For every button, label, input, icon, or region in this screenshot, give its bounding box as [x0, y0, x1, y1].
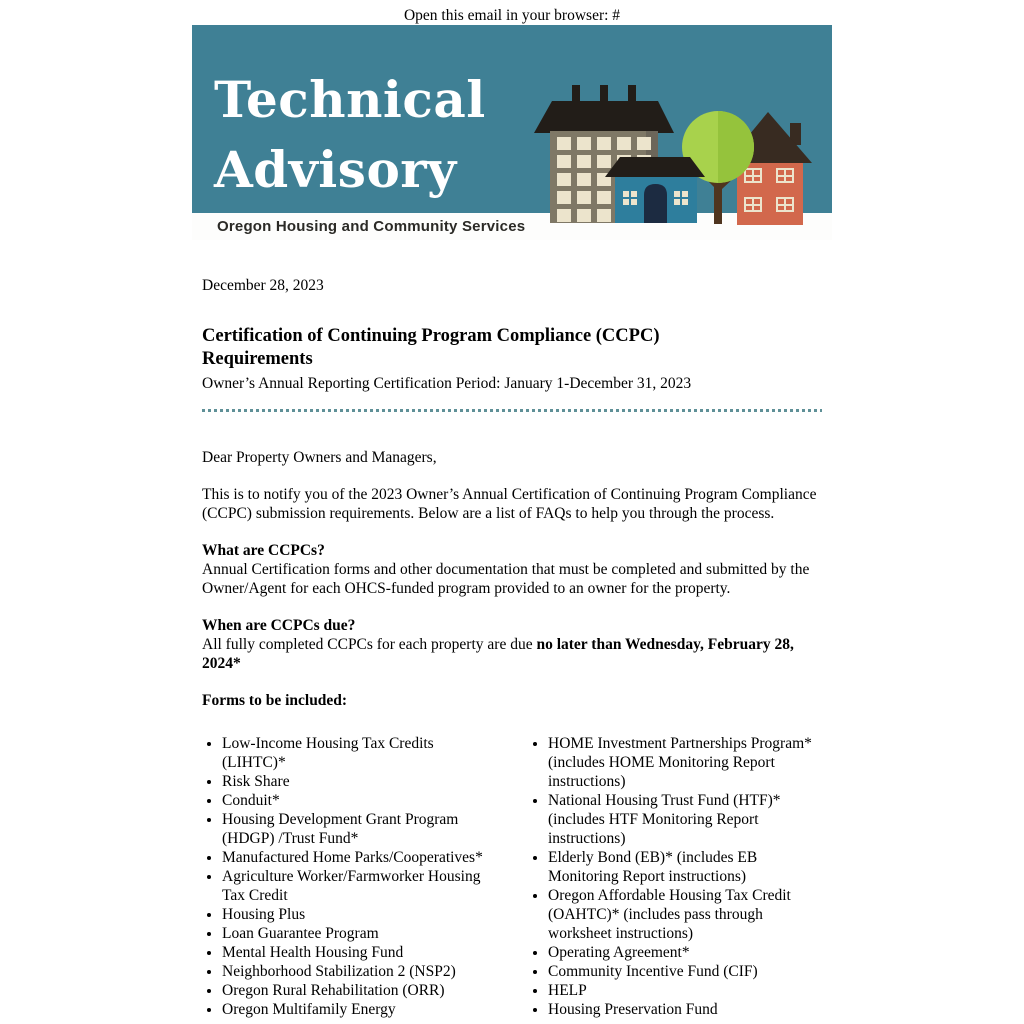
- houses-illustration: [532, 25, 832, 240]
- faq2-question: When are CCPCs due?: [202, 617, 356, 634]
- list-item: • Oregon Multifamily Energy: [222, 1000, 495, 1019]
- list-item: • Agriculture Worker/Farmworker Housing Tax Credit: [222, 867, 495, 905]
- list-item: • National Housing Trust Fund (HTF)* (includes HTF Monitoring Report instructions): [548, 791, 822, 848]
- list-item: • HOME Investment Partnerships Program* (includes HOME Monitoring Report instructions): [548, 734, 822, 791]
- forms-list-left: [202, 734, 495, 1019]
- list-item: • Loan Guarantee Program: [222, 924, 495, 943]
- banner-title-line2: Advisory: [214, 140, 457, 199]
- faq-what-are-ccpcs: [202, 541, 822, 598]
- forms-lists: [202, 734, 822, 1019]
- list-item: • Conduit*: [222, 791, 495, 810]
- banner-title: [214, 65, 486, 205]
- list-item: • Housing Plus: [222, 905, 495, 924]
- list-item: • HELP: [548, 981, 822, 1000]
- list-item: • Risk Share: [222, 772, 495, 791]
- intro-paragraph: This is to notify you of the 2023 Owner’s Annual Certification of Continuing Program Compliance (CCPC) submission requirements. Below are a list of FAQs to help you through the process.: [202, 486, 817, 522]
- list-item: • Operating Agreement*: [548, 943, 822, 962]
- email-subheading: Owner’s Annual Reporting Certification Period: January 1-December 31, 2023: [202, 375, 692, 392]
- email-date: December 28, 2023: [202, 277, 324, 294]
- salutation: Dear Property Owners and Managers,: [202, 449, 437, 466]
- banner-title-line1: Technical: [214, 70, 486, 129]
- email-body: [192, 276, 832, 1019]
- faq-when-are-ccpcs-due: [202, 616, 822, 673]
- forms-list-right: [528, 734, 822, 1019]
- list-item: • Community Incentive Fund (CIF): [548, 962, 822, 981]
- org-name: Oregon Housing and Community Services: [217, 218, 526, 235]
- list-item: • Housing Preservation Fund: [548, 1000, 822, 1019]
- list-item: • Elderly Bond (EB)* (includes EB Monitoring Report instructions): [548, 848, 822, 886]
- faq1-answer: Annual Certification forms and other documentation that must be completed and submitted by the Owner/Agent for each OHCS-funded program provided to an owner for the property.: [202, 561, 810, 597]
- list-item: • Manufactured Home Parks/Cooperatives*: [222, 848, 495, 867]
- list-item: • Housing Development Grant Program (HDGP) /Trust Fund*: [222, 810, 495, 848]
- list-item: • Low-Income Housing Tax Credits (LIHTC)*: [222, 734, 495, 772]
- open-in-browser-link[interactable]: Open this email in your browser: #: [403, 7, 621, 24]
- faq2-answer: All fully completed CCPCs for each property are due: [202, 636, 537, 653]
- list-item: • Oregon Affordable Housing Tax Credit (OAHTC)* (includes pass through worksheet instructions): [548, 886, 822, 943]
- banner-image: [192, 25, 832, 240]
- list-item: • Oregon Rural Rehabilitation (ORR): [222, 981, 495, 1000]
- faq1-question: What are CCPCs?: [202, 542, 325, 559]
- email-heading: Certification of Continuing Program Compliance (CCPC) Requirements: [202, 326, 660, 369]
- list-item: • Neighborhood Stabilization 2 (NSP2): [222, 962, 495, 981]
- list-item: • Mental Health Housing Fund: [222, 943, 495, 962]
- dotted-divider: [202, 409, 822, 412]
- email-container: [192, 25, 832, 1019]
- forms-heading: Forms to be included:: [202, 692, 348, 709]
- faq2-answer-deadline: no later than Wednesday, February 28, 2024*: [202, 636, 794, 672]
- teal-house: [605, 157, 705, 223]
